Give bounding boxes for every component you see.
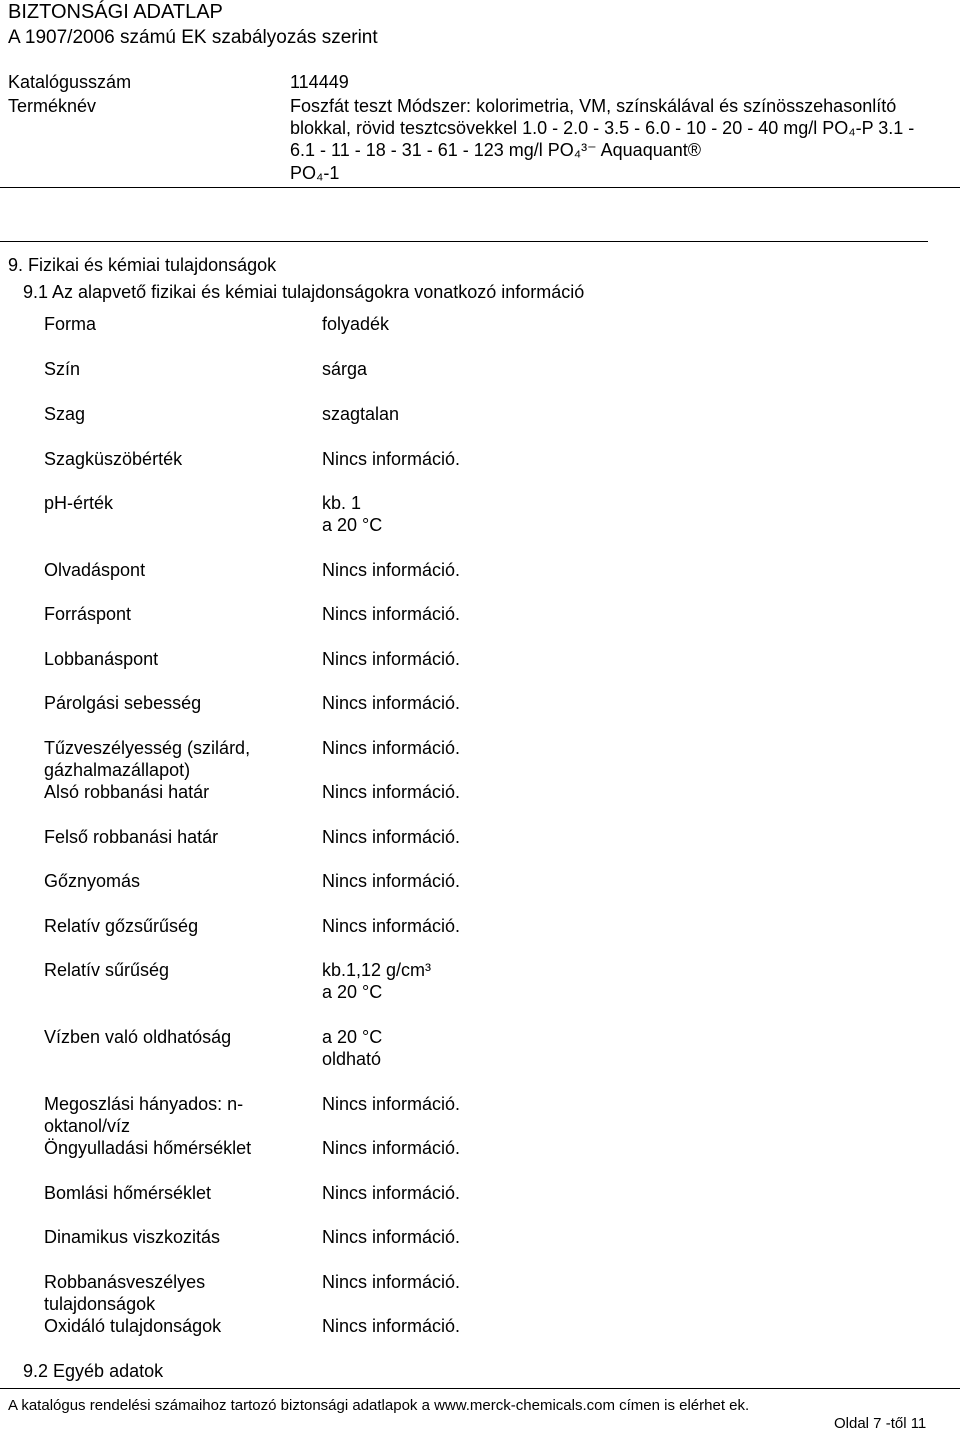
property-label: Tűzveszélyesség (szilárd, bbox=[44, 738, 251, 758]
section-title: 9. Fizikai és kémiai tulajdonságok bbox=[8, 255, 277, 275]
property-value: sárga bbox=[322, 359, 368, 379]
property-label: Szag bbox=[44, 404, 86, 424]
property-label: Gőznyomás bbox=[44, 871, 141, 891]
property-value: Nincs információ. bbox=[322, 1272, 461, 1292]
property-label: Forma bbox=[44, 314, 97, 334]
section-divider bbox=[0, 241, 928, 242]
property-label: Megoszlási hányados: n- bbox=[44, 1094, 244, 1114]
catalog-label: Katalógusszám bbox=[8, 72, 132, 92]
property-label: Olvadáspont bbox=[44, 560, 146, 580]
property-value: folyadék bbox=[322, 314, 390, 334]
property-label: Felső robbanási határ bbox=[44, 827, 219, 847]
property-value: Nincs információ. bbox=[322, 1227, 461, 1247]
property-value: szagtalan bbox=[322, 404, 400, 424]
property-label: Lobbanáspont bbox=[44, 649, 159, 669]
product-name-line: 6.1 - 11 - 18 - 31 - 61 - 123 mg/l PO₄³⁻ Aquaquant® bbox=[290, 140, 701, 160]
property-value: Nincs információ. bbox=[322, 1183, 461, 1203]
property-value: Nincs információ. bbox=[322, 560, 461, 580]
property-value-condition: a 20 °C bbox=[322, 982, 383, 1002]
product-name-line: PO₄-1 bbox=[290, 163, 340, 183]
property-value-condition: oldható bbox=[322, 1049, 382, 1069]
document-title: BIZTONSÁGI ADATLAP bbox=[8, 1, 223, 23]
property-label-continued: oktanol/víz bbox=[44, 1116, 131, 1136]
property-value: kb.1,12 g/cm³ bbox=[322, 960, 432, 980]
catalog-value: 114449 bbox=[290, 72, 349, 92]
product-label: Terméknév bbox=[8, 96, 97, 116]
footer-divider bbox=[0, 1388, 960, 1389]
product-name-line: Foszfát teszt Módszer: kolorimetria, VM, színskálával és színösszehasonlító bbox=[290, 96, 897, 116]
property-value: Nincs információ. bbox=[322, 604, 461, 624]
property-value: Nincs információ. bbox=[322, 782, 461, 802]
property-value: Nincs információ. bbox=[322, 1094, 461, 1114]
property-value: Nincs információ. bbox=[322, 738, 461, 758]
subsection-title: 9.2 Egyéb adatok bbox=[23, 1361, 164, 1381]
property-label: Forráspont bbox=[44, 604, 132, 624]
section-subtitle: 9.1 Az alapvető fizikai és kémiai tulajdonságokra vonatkozó információ bbox=[23, 282, 585, 302]
property-value: Nincs információ. bbox=[322, 827, 461, 847]
property-value: Nincs információ. bbox=[322, 871, 461, 891]
property-label: pH-érték bbox=[44, 493, 114, 513]
property-value: Nincs információ. bbox=[322, 1316, 461, 1336]
property-label: Alsó robbanási határ bbox=[44, 782, 210, 802]
property-label: Relatív gőzsűrűség bbox=[44, 916, 199, 936]
property-label: Vízben való oldhatóság bbox=[44, 1027, 232, 1047]
property-label-continued: gázhalmazállapot) bbox=[44, 760, 191, 780]
property-value: Nincs információ. bbox=[322, 693, 461, 713]
property-label: Robbanásveszélyes bbox=[44, 1272, 206, 1292]
property-label: Oxidáló tulajdonságok bbox=[44, 1316, 222, 1336]
header-divider bbox=[0, 187, 960, 188]
property-value: Nincs információ. bbox=[322, 1138, 461, 1158]
property-value: Nincs információ. bbox=[322, 449, 461, 469]
property-label: Szín bbox=[44, 359, 81, 379]
property-value: kb. 1 bbox=[322, 493, 362, 513]
property-label-continued: tulajdonságok bbox=[44, 1294, 156, 1314]
footer-note: A katalógus rendelési számaihoz tartozó biztonsági adatlapok a www.merck-chemicals.com címen is elérhet ek. bbox=[8, 1397, 750, 1414]
property-label: Öngyulladási hőmérséklet bbox=[44, 1138, 252, 1158]
property-label: Dinamikus viszkozitás bbox=[44, 1227, 221, 1247]
property-label: Szagküszöbérték bbox=[44, 449, 183, 469]
property-value-condition: a 20 °C bbox=[322, 515, 383, 535]
property-label: Relatív sűrűség bbox=[44, 960, 170, 980]
property-value: a 20 °C bbox=[322, 1027, 383, 1047]
property-value: Nincs információ. bbox=[322, 916, 461, 936]
property-value: Nincs információ. bbox=[322, 649, 461, 669]
product-name-line: blokkal, rövid tesztcsövekkel 1.0 - 2.0 - 3.5 - 6.0 - 10 - 20 - 40 mg/l PO₄-P 3.1 - bbox=[290, 118, 915, 138]
document-subtitle: A 1907/2006 számú EK szabályozás szerint bbox=[8, 27, 378, 48]
property-label: Bomlási hőmérséklet bbox=[44, 1183, 212, 1203]
page-number: Oldal 7 -től 11 bbox=[834, 1415, 927, 1432]
property-label: Párolgási sebesség bbox=[44, 693, 202, 713]
